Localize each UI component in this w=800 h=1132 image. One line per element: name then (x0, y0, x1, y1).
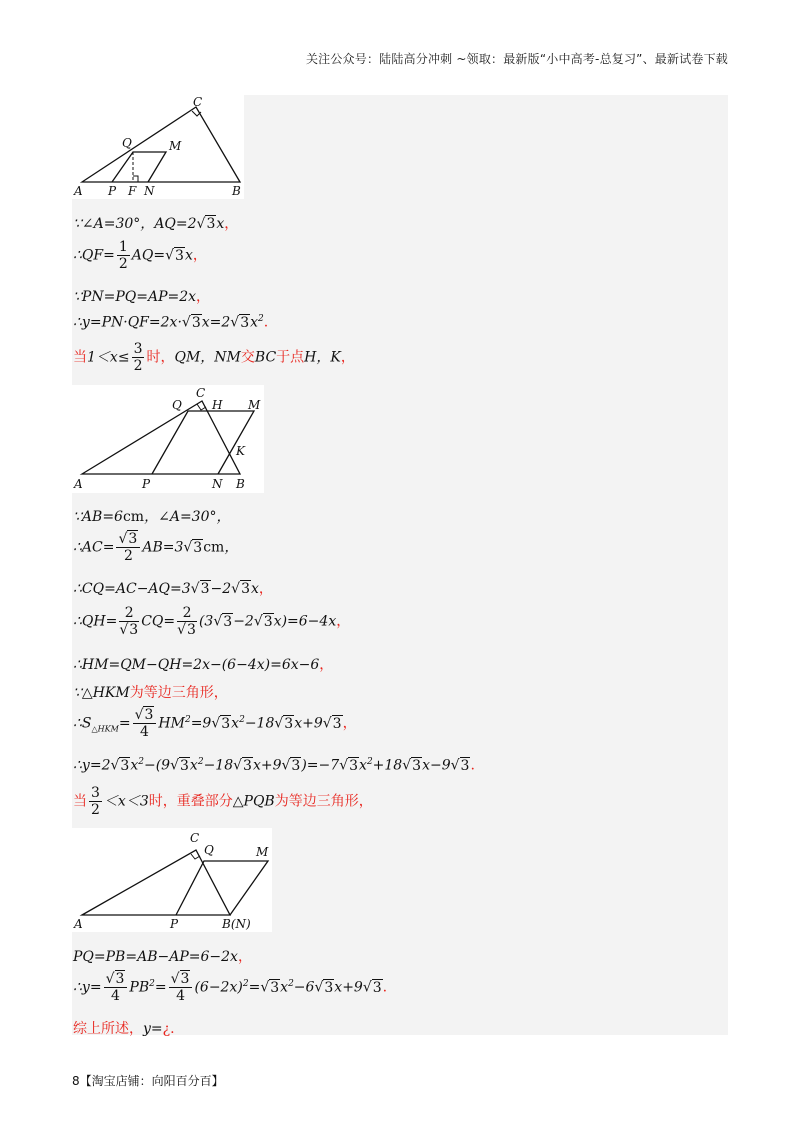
label-P: P (142, 477, 151, 491)
label-BN: B(N) (222, 917, 251, 931)
label-C: C (193, 95, 203, 109)
label-A: A (74, 184, 83, 198)
label-B: B (232, 184, 241, 198)
label-A: A (74, 477, 83, 491)
step-16: ∴y= $\frac{√3}{4}$ $PB^2=$ $\frac{√3}{4}$ $(6-2x)^2=√3x^2-6√3x+9√3$. (73, 971, 388, 1004)
step-10: ∴HM=QM−QH=2x−(6−4x)=6x−6， (73, 657, 334, 673)
label-N: N (144, 184, 155, 198)
label-P: P (108, 184, 117, 198)
label-Q: Q (204, 843, 214, 857)
step-13: $\therefore y=2√3x^2-(9√3x^2-18√3x+9√3)=-7√3x^2+18√3x-9√3$. (73, 757, 475, 774)
label-C: C (196, 386, 206, 400)
page-header: 关注公众号：陆陆高分冲刺 ~领取：最新版“小中高考-总复习”、最新试卷下载 (305, 52, 728, 66)
figure-1 (72, 95, 244, 199)
figure-1-diagram (72, 95, 244, 199)
figure-2-diagram (72, 385, 264, 493)
label-K: K (236, 444, 245, 458)
step-12: $\therefore S_{\triangle HKM}=$ $\frac{√3}{4}$ $HM^2=9√3x^2-18√3x+9√3$， (73, 707, 357, 740)
step-15: PQ=PB=AB−AP=6−2x， (73, 949, 252, 965)
step-8: ∴CQ=AC−AQ=3√3−2√3x， (73, 581, 273, 597)
label-F: F (128, 184, 137, 198)
label-M: M (169, 139, 182, 153)
step-4: $\therefore y=PN\cdot QF=2x\cdot√3x=2√3x^2$. (73, 314, 269, 331)
figure-2 (72, 385, 264, 493)
conclusion: 综上所述，y=¿. (73, 1021, 175, 1037)
label-B: B (236, 477, 245, 491)
label-A: A (74, 917, 83, 931)
step-7: ∴AC= $\frac{√3}{2}$ AB=3√3cm， (73, 531, 239, 564)
step-6: ∵AB=6cm，∠A=30°， (73, 509, 231, 525)
label-M: M (256, 845, 269, 859)
step-2: ∴QF= $\frac{1}{2}$ AQ=√3x， (73, 239, 207, 272)
label-H: H (212, 398, 223, 412)
label-N: N (212, 477, 223, 491)
label-Q: Q (122, 136, 132, 150)
label-M: M (248, 398, 261, 412)
label-Q: Q (172, 398, 182, 412)
figure-3 (72, 828, 272, 932)
step-3: ∵PN=PQ=AP=2x， (73, 289, 211, 305)
label-P: P (170, 917, 179, 931)
figure-3-diagram (72, 828, 272, 932)
step-1: ∵∠A=30°，AQ=2√3x， (73, 216, 239, 232)
case-2-heading: 当1＜x≤ $\frac{3}{2}$ 时，QM，NM交BC于点H，K， (73, 341, 355, 374)
page-footer: 8【淘宝店铺：向阳百分百】 (72, 1074, 224, 1088)
step-9: ∴QH= $\frac{2}{√3}$ CQ= $\frac{2}{√3}$ (3√3−2√3x)=6−4x， (73, 605, 351, 638)
label-C: C (190, 831, 200, 845)
step-11: ∵△HKM为等边三角形， (73, 685, 228, 701)
case-3-heading: 当 $\frac{3}{2}$ ＜x＜3时，重叠部分△PQB为等边三角形， (73, 785, 373, 818)
